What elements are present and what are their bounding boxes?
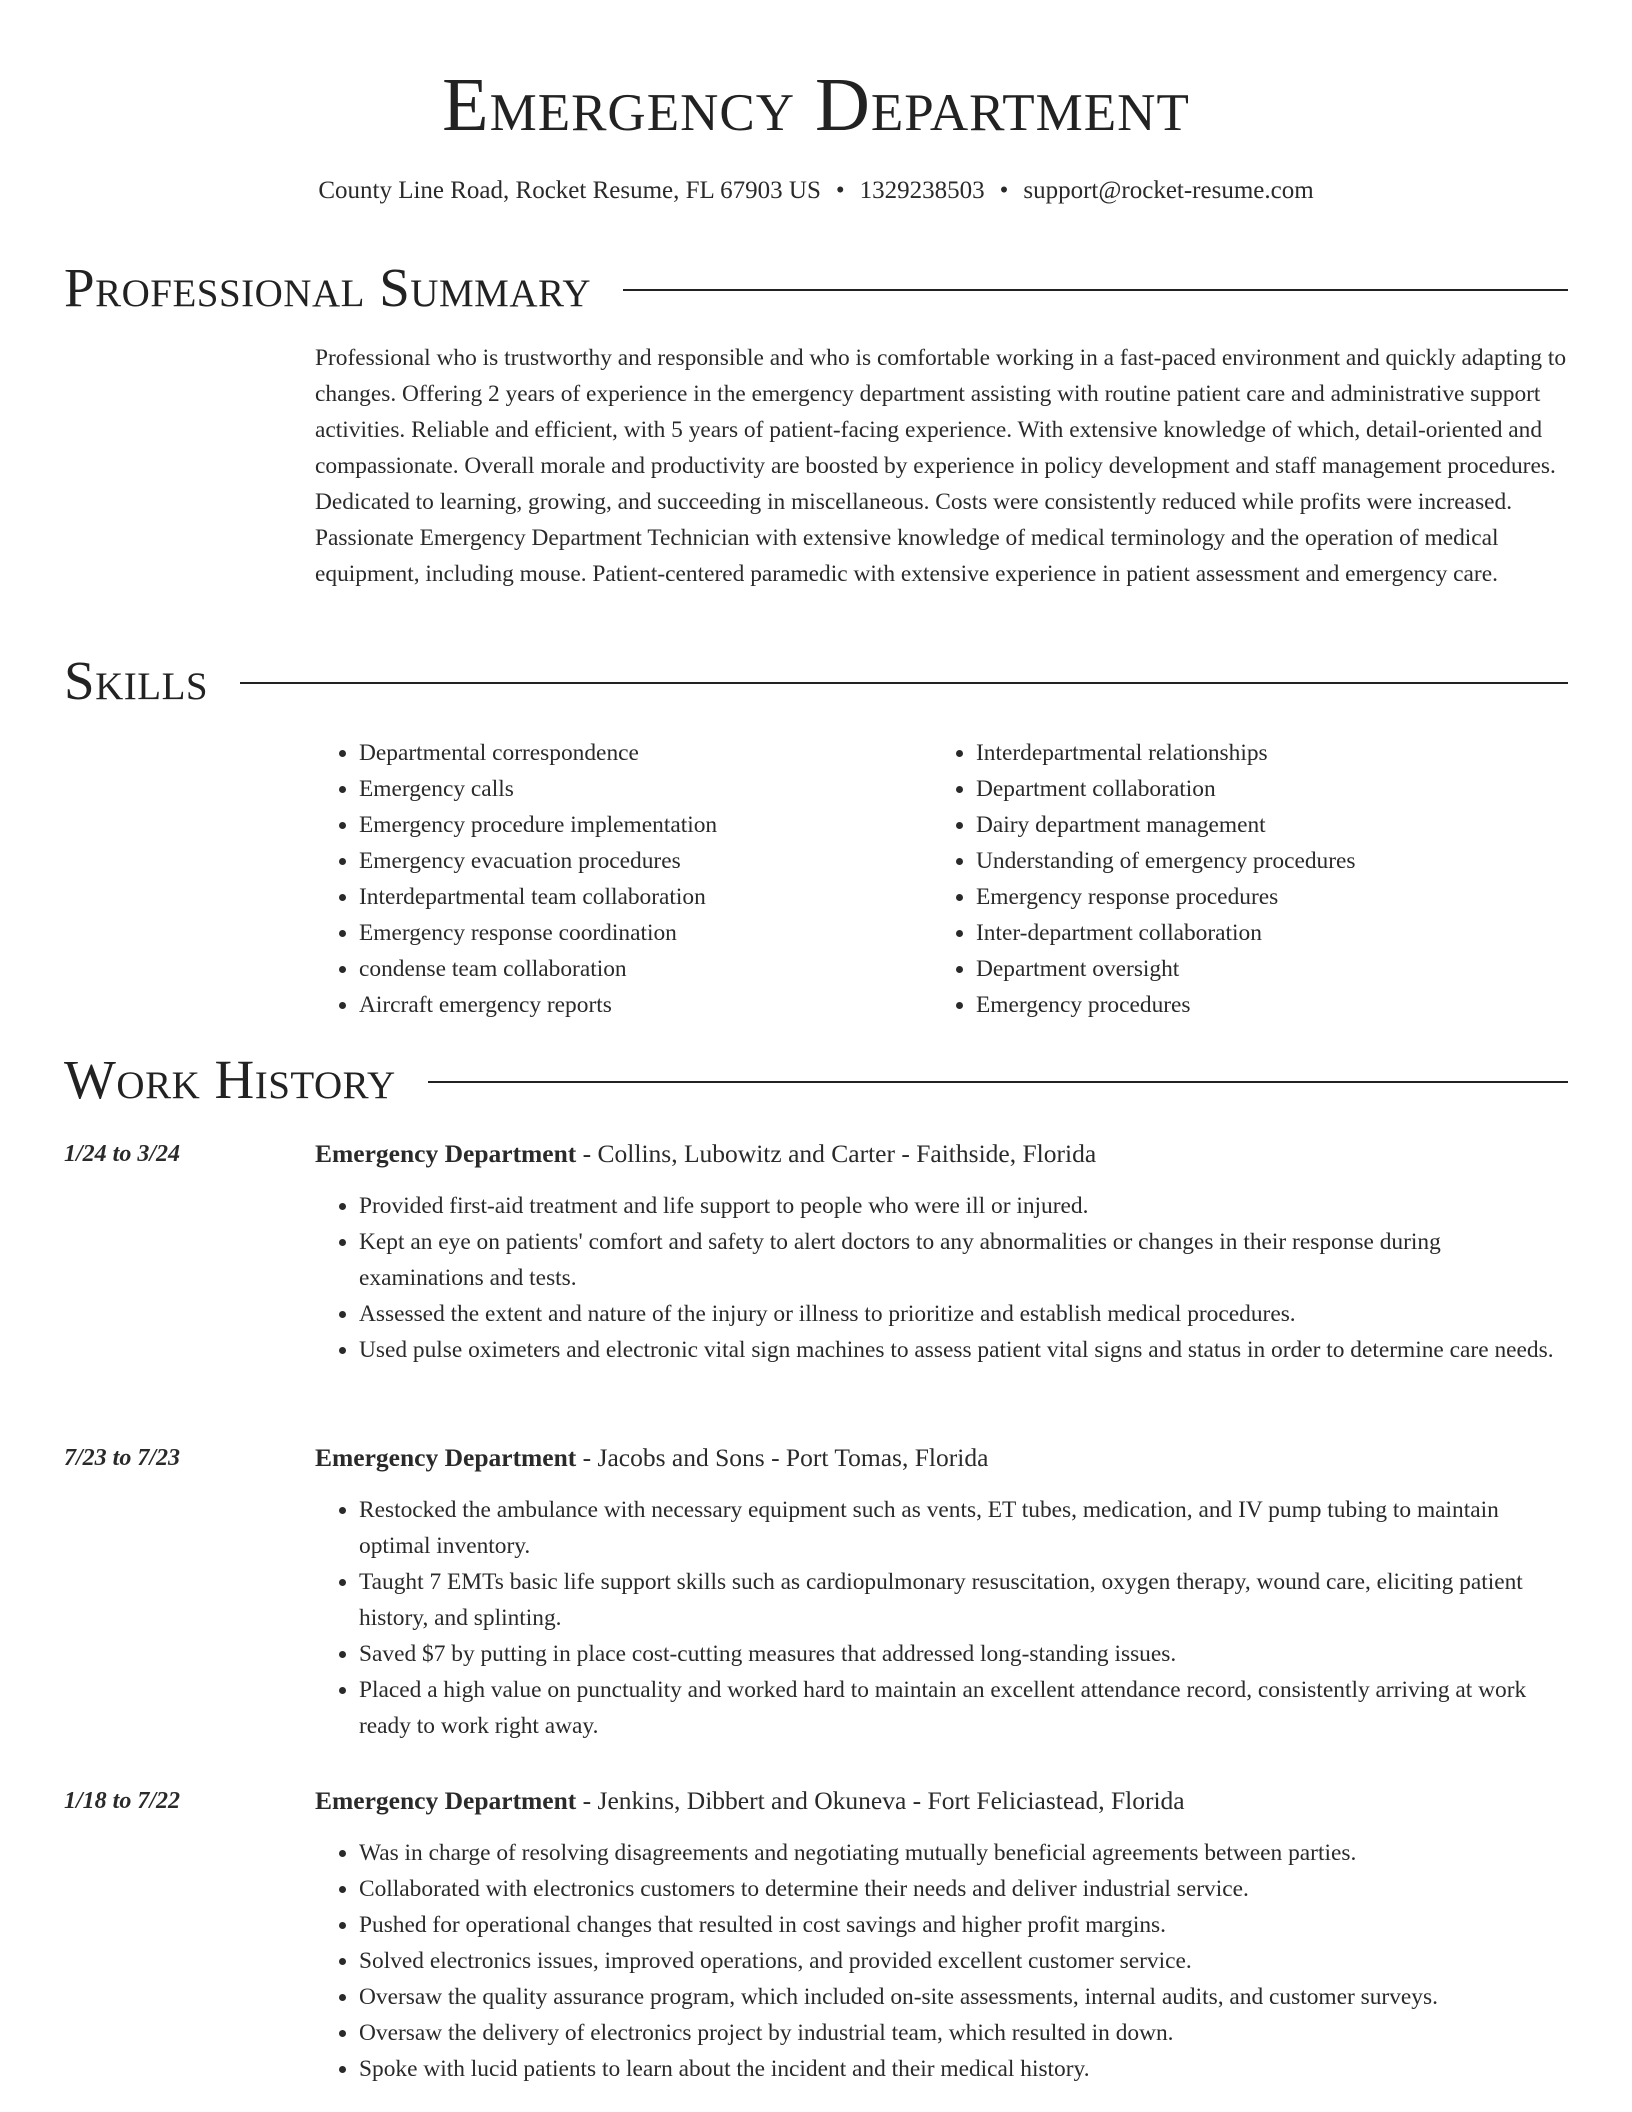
skill-item: • Department collaboration <box>976 771 1549 807</box>
skills-list <box>315 735 1568 1023</box>
job-title: Emergency Department <box>315 1443 577 1472</box>
job-bullet: • Collaborated with electronics customers to determine their needs and deliver industrial service. <box>359 1871 1568 1907</box>
job-dates: 7/23 to 7/23 <box>64 1445 181 1471</box>
skill-item: • Aircraft emergency reports <box>359 987 932 1023</box>
address: County Line Road, Rocket Resume, FL 67903 US <box>318 177 821 204</box>
skill-item: • Emergency procedures <box>976 987 1549 1023</box>
skill-item: • Emergency procedure implementation <box>359 807 932 843</box>
section-rule <box>428 1081 1568 1083</box>
job-bullet: • Kept an eye on patients' comfort and safety to alert doctors to any abnormalities or changes in their response during examinations and tests. <box>359 1224 1568 1296</box>
skill-item: • Emergency evacuation procedures <box>359 843 932 879</box>
skill-item: • Departmental correspondence <box>359 735 932 771</box>
job-bullets <box>315 1835 1568 2087</box>
job-employer: - Jacobs and Sons - Port Tomas, Florida <box>576 1443 989 1472</box>
job-bullet: • Placed a high value on punctuality and worked hard to maintain an excellent attendance record, consistently arriving at work ready to work right away. <box>359 1672 1568 1744</box>
section-summary <box>64 257 1568 319</box>
job-bullets <box>315 1188 1568 1368</box>
email: support@rocket-resume.com <box>1023 177 1314 204</box>
skill-item: • Department oversight <box>976 951 1549 987</box>
skills-column-right <box>932 735 1549 1023</box>
skill-item: • Emergency response coordination <box>359 915 932 951</box>
skill-item: • Interdepartmental relationships <box>976 735 1549 771</box>
section-heading: Skills <box>64 650 209 711</box>
job-heading <box>315 1440 1568 1476</box>
section-heading: Professional Summary <box>64 257 592 318</box>
job-bullet: • Oversaw the delivery of electronics project by industrial team, which resulted in down. <box>359 2015 1568 2051</box>
job-bullet: • Saved $7 by putting in place cost-cutting measures that addressed long-standing issues. <box>359 1636 1568 1672</box>
job-bullets <box>315 1492 1568 1744</box>
job-bullet: • Was in charge of resolving disagreements and negotiating mutually beneficial agreements between parties. <box>359 1835 1568 1871</box>
contact-separator: • <box>999 177 1009 204</box>
section-rule <box>623 289 1568 291</box>
section-heading: Work History <box>64 1049 396 1110</box>
section-rule <box>240 682 1568 684</box>
job-title: Emergency Department <box>315 1139 577 1168</box>
section-skills <box>64 650 1568 712</box>
job-employer: - Jenkins, Dibbert and Okuneva - Fort Feliciastead, Florida <box>576 1786 1185 1815</box>
skill-item: • Emergency response procedures <box>976 879 1549 915</box>
skill-item: • Inter-department collaboration <box>976 915 1549 951</box>
job-bullet: • Solved electronics issues, improved operations, and provided excellent customer service. <box>359 1943 1568 1979</box>
job-bullet: • Oversaw the quality assurance program, which included on-site assessments, internal audits, and customer surveys. <box>359 1979 1568 2015</box>
job-title: Emergency Department <box>315 1786 577 1815</box>
job-heading <box>315 1136 1568 1172</box>
skill-item: • Dairy department management <box>976 807 1549 843</box>
summary-text: Professional who is trustworthy and responsible and who is comfortable working in a fast-paced environment and quickly adapting to changes. Offering 2 years of experience in the emergency department assisting with routine patient care and administrative support activities. Reliable and efficient, with 5 years of patient-facing experience. With extensive knowledge of which, detail-oriented and compassionate. Overall morale and productivity are boosted by experience in policy development and staff management procedures. Dedicated to learning, growing, and succeeding in miscellaneous. Costs were consistently reduced while profits were increased. Passionate Emergency Department Technician with extensive knowledge of medical terminology and the operation of medical equipment, including mouse. Patient-centered paramedic with extensive experience in patient assessment and emergency care. <box>315 345 1567 587</box>
contact-separator: • <box>835 177 845 204</box>
job-employer: - Collins, Lubowitz and Carter - Faithside, Florida <box>576 1139 1097 1168</box>
skill-item: • Emergency calls <box>359 771 932 807</box>
skills-column-left <box>315 735 932 1023</box>
job-heading <box>315 1783 1568 1819</box>
skill-item: • condense team collaboration <box>359 951 932 987</box>
section-work-history <box>64 1049 1568 1111</box>
job-dates: 1/24 to 3/24 <box>64 1141 181 1167</box>
phone: 1329238503 <box>859 177 985 204</box>
job-bullet: • Assessed the extent and nature of the injury or illness to prioritize and establish medical procedures. <box>359 1296 1568 1332</box>
skill-item: • Understanding of emergency procedures <box>976 843 1549 879</box>
job-bullet: • Provided first-aid treatment and life support to people who were ill or injured. <box>359 1188 1568 1224</box>
candidate-name: Emergency Department <box>442 63 1190 147</box>
job-dates: 1/18 to 7/22 <box>64 1788 181 1814</box>
job-bullet: • Restocked the ambulance with necessary equipment such as vents, ET tubes, medication, and IV pump tubing to maintain optimal inventory. <box>359 1492 1568 1564</box>
job-bullet: • Taught 7 EMTs basic life support skills such as cardiopulmonary resuscitation, oxygen therapy, wound care, eliciting patient history, and splinting. <box>359 1564 1568 1636</box>
contact-line <box>0 174 1632 208</box>
skill-item: • Interdepartmental team collaboration <box>359 879 932 915</box>
job-bullet: • Spoke with lucid patients to learn about the incident and their medical history. <box>359 2051 1568 2087</box>
job-bullet: • Pushed for operational changes that resulted in cost savings and higher profit margins. <box>359 1907 1568 1943</box>
job-bullet: • Used pulse oximeters and electronic vital sign machines to assess patient vital signs and status in order to determine care needs. <box>359 1332 1568 1368</box>
